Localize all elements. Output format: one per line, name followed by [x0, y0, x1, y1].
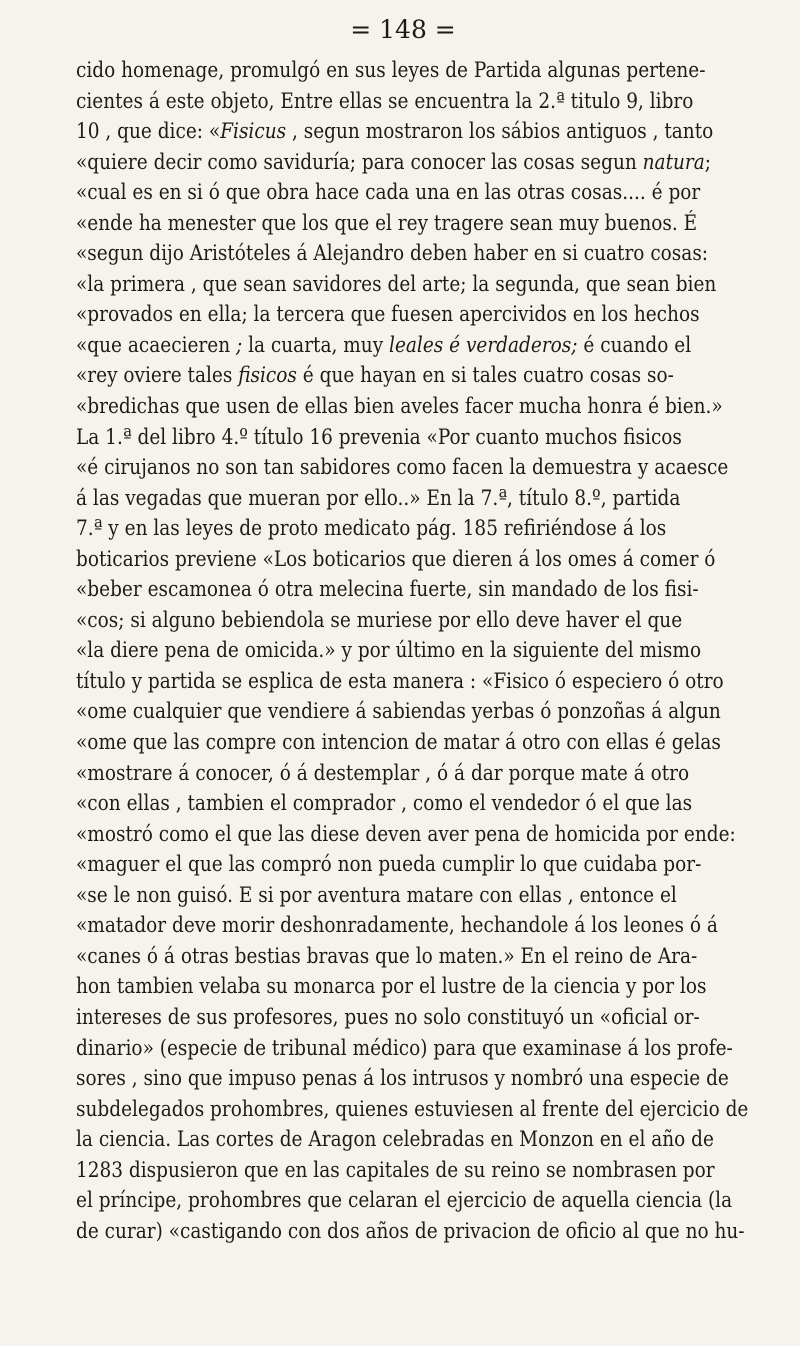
- text-segment: «bredichas que usen de ellas bien aveles facer mucha honra é bien.»: [76, 394, 723, 420]
- text-line: [76, 1034, 733, 1065]
- text-line: [76, 1217, 745, 1248]
- text-segment: la cuarta, muy: [248, 332, 390, 358]
- text-segment: «é cirujanos no son tan sabidores como facen la demuestra y acaesce: [76, 455, 729, 481]
- text-line: [76, 300, 700, 331]
- text-segment: La 1.ª del libro 4.º título 16 prevenia «Por cuanto muchos fisicos: [76, 424, 682, 450]
- italic-segment: leales é verdaderos;: [389, 332, 578, 358]
- text-segment: «que acaecieren: [76, 332, 237, 358]
- text-line: [76, 423, 682, 454]
- text-line: [76, 1125, 714, 1156]
- text-segment: 7.ª y en las leyes de proto medicato pág. 185 refiriéndose á los: [76, 516, 667, 542]
- text-line: [76, 1156, 715, 1187]
- text-segment: «mostrare á conocer, ó á destemplar , ó á dar porque mate á otro: [76, 760, 690, 786]
- text-segment: «provados en ella; la tercera que fuesen apercividos en los hechos: [76, 302, 700, 328]
- text-segment: subdelegados prohombres, quienes estuviesen al frente del ejercicio de: [76, 1096, 749, 1122]
- text-line: [76, 392, 723, 423]
- text-segment: la ciencia. Las cortes de Aragon celebradas en Monzon en el año de: [76, 1127, 714, 1153]
- text-segment: «quiere decir como saviduría; para conocer las cosas segun: [76, 149, 643, 175]
- italic-segment: Fisicus: [220, 119, 287, 145]
- text-line: [76, 56, 706, 87]
- text-segment: á las vegadas que mueran por ello..» En la 7.ª, título 8.º, partida: [76, 485, 681, 511]
- text-segment: boticarios previene «Los boticarios que dieren á los omes á comer ó: [76, 546, 716, 572]
- text-line: [76, 606, 683, 637]
- text-segment: , segun mostraron los sábios antiguos , tanto: [286, 119, 714, 145]
- text-segment: hon tambien velaba su monarca por el lustre de la ciencia y por los: [76, 974, 707, 1000]
- text-segment: é cuando el: [577, 332, 692, 358]
- text-line: [76, 484, 681, 515]
- italic-segment: natura: [642, 149, 705, 175]
- text-segment: «ende ha menester que los que el rey tragere sean muy buenos. É: [76, 210, 698, 236]
- text-line: [76, 1003, 700, 1034]
- text-line: [76, 331, 692, 362]
- text-line: [76, 87, 694, 118]
- text-line: [76, 667, 724, 698]
- text-line: [76, 972, 707, 1003]
- text-line: [76, 209, 698, 240]
- page-number-header: = 148 =: [350, 15, 456, 44]
- text-segment: «cual es en si ó que obra hace cada una en las otras cosas.... é por: [76, 180, 701, 206]
- text-segment: ;: [704, 149, 712, 175]
- text-segment: 1283 dispusieron que en las capitales de su reino se nombrasen por: [76, 1157, 715, 1183]
- text-line: [76, 636, 702, 667]
- text-line: [76, 911, 718, 942]
- text-segment: 10 , que dice: «: [76, 119, 221, 145]
- text-line: [76, 728, 721, 759]
- text-segment: «ome que las compre con intencion de matar á otro con ellas é gelas: [76, 730, 721, 756]
- text-line: [76, 148, 712, 179]
- text-line: [76, 1064, 729, 1095]
- text-line: [76, 759, 690, 790]
- text-segment: cientes á este objeto, Entre ellas se encuentra la 2.ª titulo 9, libro: [76, 88, 694, 114]
- text-segment: intereses de sus profesores, pues no solo constituyó un «oficial or-: [76, 1004, 700, 1030]
- text-line: [76, 575, 699, 606]
- text-segment: é que hayan en si tales cuatro cosas so-: [296, 363, 674, 389]
- text-segment: «se le non guisó. E si por aventura matare con ellas , entonce el: [76, 882, 677, 908]
- text-line: [76, 178, 701, 209]
- text-line: [76, 850, 702, 881]
- text-segment: cido homenage, promulgó en sus leyes de Partida algunas pertene-: [76, 58, 706, 83]
- text-segment: «cos; si alguno bebiendola se muriese por ello deve haver el que: [76, 607, 683, 633]
- text-line: [76, 1186, 733, 1217]
- text-line: [76, 514, 673, 545]
- text-line: [76, 270, 717, 301]
- text-segment: «matador deve morir deshonradamente, hechandole á los leones ó á: [76, 913, 718, 939]
- text-segment: el príncipe, prohombres que celaran el ejercicio de aquella ciencia (la: [76, 1188, 733, 1214]
- italic-segment: ;: [236, 332, 249, 358]
- text-segment: «la diere pena de omicida.» y por último en la siguiente del mismo: [76, 638, 702, 664]
- text-line: [76, 239, 709, 270]
- italic-segment: fisicos: [238, 363, 297, 389]
- text-line: [76, 453, 729, 484]
- text-line: [76, 117, 714, 148]
- body-text: [76, 56, 770, 1247]
- text-segment: sores , sino que impuso penas á los intrusos y nombró una especie de: [76, 1066, 729, 1092]
- text-segment: título y partida se esplica de esta manera : «Fisico ó especiero ó otro: [76, 668, 724, 694]
- text-segment: «ome cualquier que vendiere á sabiendas yerbas ó ponzoñas á algun: [76, 699, 721, 725]
- text-segment: «segun dijo Aristóteles á Alejandro deben haber en si cuatro cosas:: [76, 241, 709, 267]
- text-segment: de curar) «castigando con dos años de privacion de oficio al que no hu-: [76, 1218, 745, 1244]
- text-line: [76, 942, 698, 973]
- text-segment: «rey oviere tales: [76, 363, 239, 389]
- text-segment: «con ellas , tambien el comprador , como el vendedor ó el que las: [76, 791, 693, 817]
- text-segment: «maguer el que las compró non pueda cumplir lo que cuidaba por-: [76, 852, 702, 878]
- text-line: [76, 881, 677, 912]
- text-segment: «beber escamonea ó otra melecina fuerte, sin mandado de los fisi-: [76, 577, 699, 603]
- text-line: [76, 361, 673, 392]
- text-line: [76, 820, 736, 851]
- text-line: [76, 789, 693, 820]
- text-line: [76, 1095, 749, 1126]
- text-segment: «canes ó á otras bestias bravas que lo maten.» En el reino de Ara-: [76, 943, 698, 969]
- text-segment: «mostró como el que las diese deven aver pena de homicida por ende:: [76, 821, 736, 847]
- text-segment: «la primera , que sean savidores del arte; la segunda, que sean bien: [76, 271, 717, 297]
- text-line: [76, 697, 721, 728]
- text-line: [76, 545, 716, 576]
- text-segment: dinario» (especie de tribunal médico) para que examinase á los profe-: [76, 1035, 733, 1061]
